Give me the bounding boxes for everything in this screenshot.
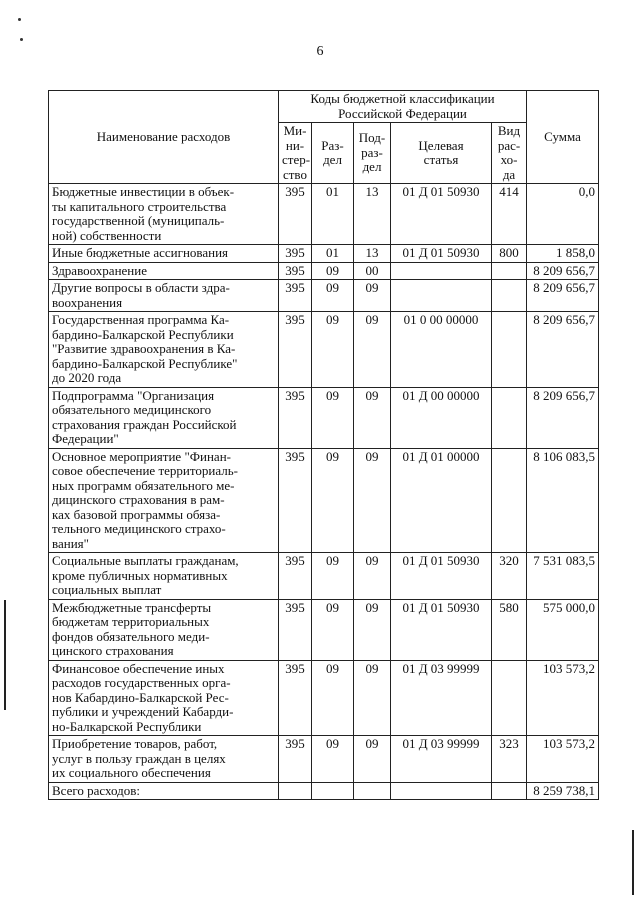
- row-name-cell: Другие вопросы в области здра- воохранения: [49, 280, 279, 312]
- header-target: Целевая статья: [391, 123, 492, 184]
- row-ministry-cell: 395: [279, 448, 312, 553]
- row-type-cell: 800: [492, 245, 527, 263]
- row-name-cell: Здравоохранение: [49, 262, 279, 280]
- row-amount-cell: 8 106 083,5: [527, 448, 599, 553]
- total-empty-cell: [279, 782, 312, 800]
- row-subsection-cell: 09: [354, 312, 391, 388]
- table-row: [49, 387, 599, 448]
- row-type-cell: [492, 660, 527, 736]
- row-subsection-cell: 09: [354, 660, 391, 736]
- row-subsection-cell: 09: [354, 553, 391, 600]
- scan-edge-line: [632, 830, 634, 895]
- row-target-cell: 01 0 00 00000: [391, 312, 492, 388]
- row-subsection-cell: 09: [354, 599, 391, 660]
- row-amount-cell: 575 000,0: [527, 599, 599, 660]
- row-section-cell: 09: [312, 262, 354, 280]
- row-type-cell: [492, 280, 527, 312]
- total-row: [49, 782, 599, 800]
- table-row: [49, 184, 599, 245]
- row-type-cell: [492, 262, 527, 280]
- row-target-cell: 01 Д 00 00000: [391, 387, 492, 448]
- row-ministry-cell: 395: [279, 280, 312, 312]
- row-target-cell: 01 Д 03 99999: [391, 736, 492, 783]
- row-section-cell: 09: [312, 280, 354, 312]
- row-amount-cell: 8 209 656,7: [527, 280, 599, 312]
- row-amount-cell: 0,0: [527, 184, 599, 245]
- row-section-cell: 09: [312, 387, 354, 448]
- row-target-cell: 01 Д 01 50930: [391, 599, 492, 660]
- row-name-cell: Межбюджетные трансферты бюджетам территориальных фондов обязательного меди- цинского страхования: [49, 599, 279, 660]
- row-name-cell: Бюджетные инвестиции в объек- ты капитального строительства государственной (муниципаль- ной) собственности: [49, 184, 279, 245]
- row-amount-cell: 8 209 656,7: [527, 387, 599, 448]
- header-codes-group: Коды бюджетной классификации Российской Федерации: [279, 91, 527, 123]
- table-row: [49, 448, 599, 553]
- budget-expenses-table: [48, 90, 599, 800]
- total-empty-cell: [312, 782, 354, 800]
- row-ministry-cell: 395: [279, 660, 312, 736]
- header-name: Наименование расходов: [49, 91, 279, 184]
- row-section-cell: 09: [312, 599, 354, 660]
- total-empty-cell: [492, 782, 527, 800]
- row-name-cell: Государственная программа Ка- бардино-Балкарской Республики "Развитие здравоохранения в Ка- бардино-Балкарской Республике" до 2020 года: [49, 312, 279, 388]
- row-subsection-cell: 09: [354, 736, 391, 783]
- row-name-cell: Финансовое обеспечение иных расходов государственных орга- нов Кабардино-Балкарской Рес- публики и учреждений Кабарди- но-Балкарской Республики: [49, 660, 279, 736]
- row-amount-cell: 8 209 656,7: [527, 312, 599, 388]
- row-subsection-cell: 13: [354, 245, 391, 263]
- row-section-cell: 09: [312, 553, 354, 600]
- table-row: [49, 245, 599, 263]
- scan-artifact-dot: [20, 38, 23, 41]
- row-subsection-cell: 09: [354, 448, 391, 553]
- row-section-cell: 09: [312, 448, 354, 553]
- row-section-cell: 01: [312, 184, 354, 245]
- page-number: 6: [316, 44, 324, 59]
- row-name-cell: Социальные выплаты гражданам, кроме публичных нормативных социальных выплат: [49, 553, 279, 600]
- row-name-cell: Иные бюджетные ассигнования: [49, 245, 279, 263]
- row-target-cell: [391, 280, 492, 312]
- row-type-cell: 414: [492, 184, 527, 245]
- row-target-cell: 01 Д 01 50930: [391, 184, 492, 245]
- table-row: [49, 660, 599, 736]
- row-section-cell: 09: [312, 312, 354, 388]
- table-body: [49, 184, 599, 783]
- row-name-cell: Основное мероприятие "Финан- совое обеспечение территориаль- ных программ обязательного ме- дицинского страхования в рам- ках базовой программы обяза- тельного медицинского страхо- вания": [49, 448, 279, 553]
- scan-artifact-dot: [18, 18, 21, 21]
- total-amount: 8 259 738,1: [527, 782, 599, 800]
- row-amount-cell: 103 573,2: [527, 736, 599, 783]
- row-type-cell: 323: [492, 736, 527, 783]
- header-section: Раз- дел: [312, 123, 354, 184]
- row-ministry-cell: 395: [279, 312, 312, 388]
- row-target-cell: [391, 262, 492, 280]
- row-name-cell: Подпрограмма "Организация обязательного медицинского страхования граждан Российской Федерации": [49, 387, 279, 448]
- row-amount-cell: 1 858,0: [527, 245, 599, 263]
- row-section-cell: 09: [312, 736, 354, 783]
- row-type-cell: [492, 312, 527, 388]
- table-row: [49, 736, 599, 783]
- row-section-cell: 01: [312, 245, 354, 263]
- table-row: [49, 312, 599, 388]
- header-amount: Сумма: [527, 91, 599, 184]
- row-amount-cell: 8 209 656,7: [527, 262, 599, 280]
- row-name-cell: Приобретение товаров, работ, услуг в пользу граждан в целях их социального обеспечения: [49, 736, 279, 783]
- row-ministry-cell: 395: [279, 245, 312, 263]
- header-subsection: Под- раз- дел: [354, 123, 391, 184]
- row-type-cell: [492, 448, 527, 553]
- row-amount-cell: 7 531 083,5: [527, 553, 599, 600]
- row-amount-cell: 103 573,2: [527, 660, 599, 736]
- total-empty-cell: [391, 782, 492, 800]
- row-ministry-cell: 395: [279, 184, 312, 245]
- row-subsection-cell: 09: [354, 387, 391, 448]
- row-type-cell: [492, 387, 527, 448]
- row-ministry-cell: 395: [279, 387, 312, 448]
- row-target-cell: 01 Д 03 99999: [391, 660, 492, 736]
- header-expense-type: Вид рас- хо- да: [492, 123, 527, 184]
- table-row: [49, 599, 599, 660]
- row-subsection-cell: 13: [354, 184, 391, 245]
- row-ministry-cell: 395: [279, 553, 312, 600]
- scan-edge-line: [4, 600, 6, 710]
- table-row: [49, 262, 599, 280]
- header-ministry: Ми- ни- стер- ство: [279, 123, 312, 184]
- total-empty-cell: [354, 782, 391, 800]
- table-row: [49, 280, 599, 312]
- row-target-cell: 01 Д 01 00000: [391, 448, 492, 553]
- row-ministry-cell: 395: [279, 262, 312, 280]
- row-subsection-cell: 00: [354, 262, 391, 280]
- row-target-cell: 01 Д 01 50930: [391, 245, 492, 263]
- row-type-cell: 580: [492, 599, 527, 660]
- row-ministry-cell: 395: [279, 736, 312, 783]
- row-subsection-cell: 09: [354, 280, 391, 312]
- row-type-cell: 320: [492, 553, 527, 600]
- row-section-cell: 09: [312, 660, 354, 736]
- total-label: Всего расходов:: [49, 782, 279, 800]
- table-row: [49, 553, 599, 600]
- row-target-cell: 01 Д 01 50930: [391, 553, 492, 600]
- row-ministry-cell: 395: [279, 599, 312, 660]
